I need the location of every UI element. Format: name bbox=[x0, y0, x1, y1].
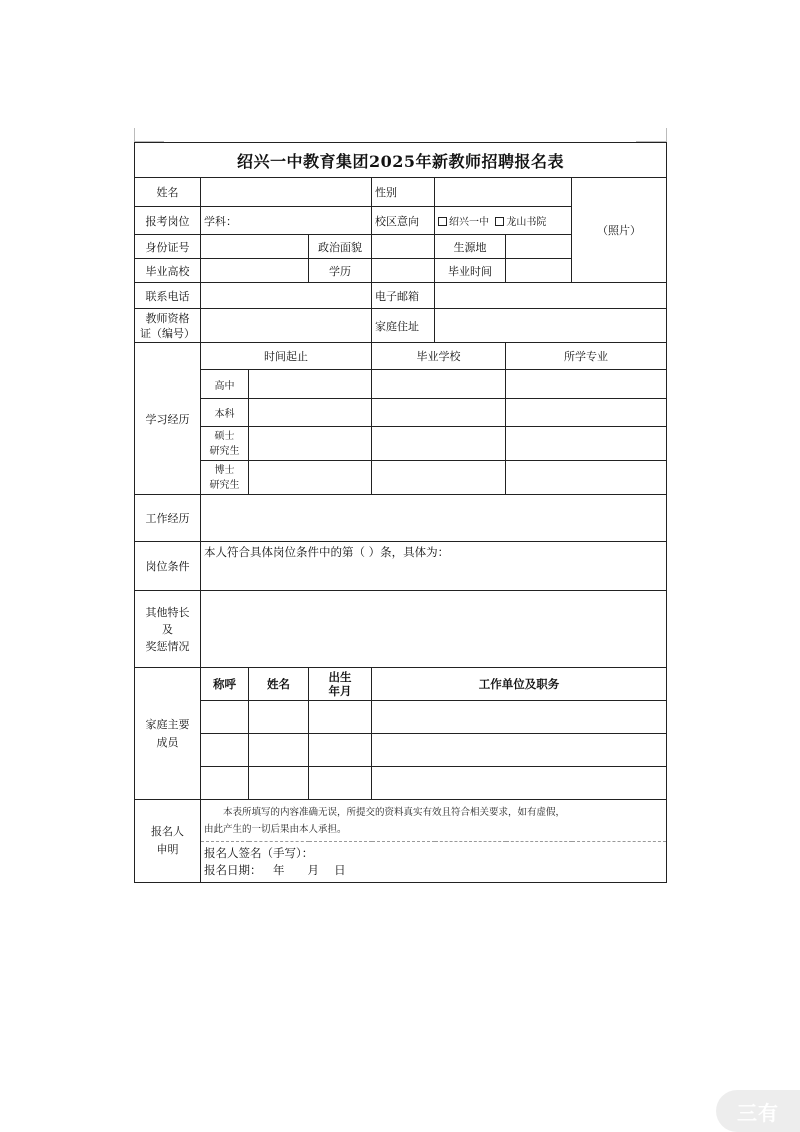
study-row-line: 研究生 bbox=[209, 479, 240, 491]
registration-form bbox=[134, 142, 667, 883]
degree-field[interactable] bbox=[372, 259, 435, 283]
study-col-school: 毕业学校 bbox=[372, 343, 506, 370]
degree-label: 学历 bbox=[309, 259, 372, 283]
study-row-master bbox=[201, 427, 249, 461]
study-major-field[interactable] bbox=[506, 399, 667, 427]
gender-label: 性别 bbox=[372, 178, 435, 207]
grad-time-label: 毕业时间 bbox=[435, 259, 506, 283]
family-birth-field[interactable] bbox=[309, 767, 372, 800]
family-relation-field[interactable] bbox=[201, 767, 249, 800]
study-time-field[interactable] bbox=[249, 399, 372, 427]
work-field[interactable] bbox=[201, 495, 667, 542]
campus-label: 校区意向 bbox=[372, 207, 435, 235]
email-field[interactable] bbox=[435, 283, 667, 309]
crop-mark bbox=[134, 128, 135, 142]
study-row-line: 研究生 bbox=[209, 445, 240, 457]
family-col-birth-line: 年月 bbox=[328, 684, 352, 698]
study-time-field[interactable] bbox=[249, 427, 372, 461]
subject-label: 学科： bbox=[204, 214, 237, 228]
politics-label: 政治面貌 bbox=[309, 235, 372, 259]
cert-label-line: 教师资格 bbox=[145, 311, 190, 325]
cert-label bbox=[135, 309, 201, 343]
family-work-field[interactable] bbox=[372, 734, 667, 767]
subject-field[interactable] bbox=[201, 207, 372, 235]
origin-field[interactable] bbox=[506, 235, 572, 259]
declaration-label-line: 报名人 bbox=[151, 825, 184, 838]
school-field[interactable] bbox=[201, 259, 309, 283]
family-name-field[interactable] bbox=[249, 767, 309, 800]
family-relation-field[interactable] bbox=[201, 701, 249, 734]
date-label: 报名日期： bbox=[204, 863, 262, 877]
study-time-field[interactable] bbox=[249, 461, 372, 495]
campus-option-label: 绍兴一中 bbox=[449, 217, 489, 228]
origin-label: 生源地 bbox=[435, 235, 506, 259]
signature-area[interactable] bbox=[201, 842, 667, 883]
checkbox-icon[interactable] bbox=[438, 217, 447, 226]
crop-mark bbox=[666, 128, 667, 142]
name-label: 姓名 bbox=[135, 178, 201, 207]
condition-label: 岗位条件 bbox=[135, 542, 201, 591]
campus-option-label: 龙山书院 bbox=[506, 217, 547, 228]
id-label: 身份证号 bbox=[135, 235, 201, 259]
study-major-field[interactable] bbox=[506, 370, 667, 399]
watermark-logo: 三有 bbox=[716, 1090, 800, 1132]
study-col-time: 时间起止 bbox=[201, 343, 372, 370]
form-title: 绍兴一中教育集团2025年新教师招聘报名表 bbox=[135, 143, 667, 178]
family-birth-field[interactable] bbox=[309, 701, 372, 734]
other-label-line: 奖惩情况 bbox=[145, 639, 190, 653]
address-label: 家庭住址 bbox=[372, 309, 435, 343]
campus-options bbox=[435, 207, 572, 235]
study-row-line: 博士 bbox=[214, 464, 235, 476]
other-label-line: 及 bbox=[162, 622, 173, 636]
date-month: 月 bbox=[307, 863, 319, 877]
study-major-field[interactable] bbox=[506, 427, 667, 461]
family-birth-field[interactable] bbox=[309, 734, 372, 767]
position-label: 报考岗位 bbox=[135, 207, 201, 235]
cert-field[interactable] bbox=[201, 309, 372, 343]
declaration-label-line: 申明 bbox=[156, 843, 179, 856]
other-label-line: 其他特长 bbox=[145, 605, 190, 619]
study-label: 学习经历 bbox=[135, 343, 201, 495]
other-field[interactable] bbox=[201, 591, 667, 668]
family-col-relation: 称呼 bbox=[201, 668, 249, 701]
study-school-field[interactable] bbox=[372, 370, 506, 399]
study-row-bachelor: 本科 bbox=[201, 399, 249, 427]
condition-field[interactable]: 本人符合具体岗位条件中的第（ ）条，具体为： bbox=[201, 542, 667, 591]
address-field[interactable] bbox=[435, 309, 667, 343]
family-label-line: 家庭主要 bbox=[145, 717, 190, 731]
phone-label: 联系电话 bbox=[135, 283, 201, 309]
cert-label-line: 证（编号） bbox=[140, 326, 195, 340]
family-name-field[interactable] bbox=[249, 734, 309, 767]
family-work-field[interactable] bbox=[372, 767, 667, 800]
family-work-field[interactable] bbox=[372, 701, 667, 734]
family-name-field[interactable] bbox=[249, 701, 309, 734]
study-row-doctor bbox=[201, 461, 249, 495]
declaration-text-line: 由此产生的一切后果由本人承担。 bbox=[204, 823, 347, 835]
date-day: 日 bbox=[334, 863, 346, 877]
study-school-field[interactable] bbox=[372, 461, 506, 495]
id-field[interactable] bbox=[201, 235, 309, 259]
family-col-work: 工作单位及职务 bbox=[372, 668, 667, 701]
study-school-field[interactable] bbox=[372, 399, 506, 427]
work-label: 工作经历 bbox=[135, 495, 201, 542]
politics-field[interactable] bbox=[372, 235, 435, 259]
name-field[interactable] bbox=[201, 178, 372, 207]
campus-option-longshan[interactable] bbox=[495, 217, 546, 228]
email-label: 电子邮箱 bbox=[372, 283, 435, 309]
declaration-text bbox=[201, 800, 667, 842]
declaration-text-line: 本表所填写的内容准确无误，所提交的资料真实有效且符合相关要求，如有虚假， bbox=[223, 806, 566, 818]
family-label-line: 成员 bbox=[156, 735, 179, 749]
gender-field[interactable] bbox=[435, 178, 572, 207]
checkbox-icon[interactable] bbox=[495, 217, 504, 226]
study-time-field[interactable] bbox=[249, 370, 372, 399]
family-col-name: 姓名 bbox=[249, 668, 309, 701]
family-col-birth bbox=[309, 668, 372, 701]
study-row-line: 硕士 bbox=[214, 430, 235, 442]
family-label bbox=[135, 668, 201, 800]
signature-label: 报名人签名（手写）： bbox=[204, 846, 314, 860]
study-row-highschool: 高中 bbox=[201, 370, 249, 399]
campus-option-shaoxing[interactable] bbox=[438, 217, 489, 228]
study-school-field[interactable] bbox=[372, 427, 506, 461]
other-label bbox=[135, 591, 201, 668]
declaration-label bbox=[135, 800, 201, 883]
family-col-birth-line: 出生 bbox=[328, 670, 352, 684]
grad-time-field[interactable] bbox=[506, 259, 572, 283]
photo-box[interactable]: （照片） bbox=[572, 178, 667, 283]
study-major-field[interactable] bbox=[506, 461, 667, 495]
date-year: 年 bbox=[273, 863, 285, 877]
phone-field[interactable] bbox=[201, 283, 372, 309]
study-col-major: 所学专业 bbox=[506, 343, 667, 370]
school-label: 毕业高校 bbox=[135, 259, 201, 283]
family-relation-field[interactable] bbox=[201, 734, 249, 767]
